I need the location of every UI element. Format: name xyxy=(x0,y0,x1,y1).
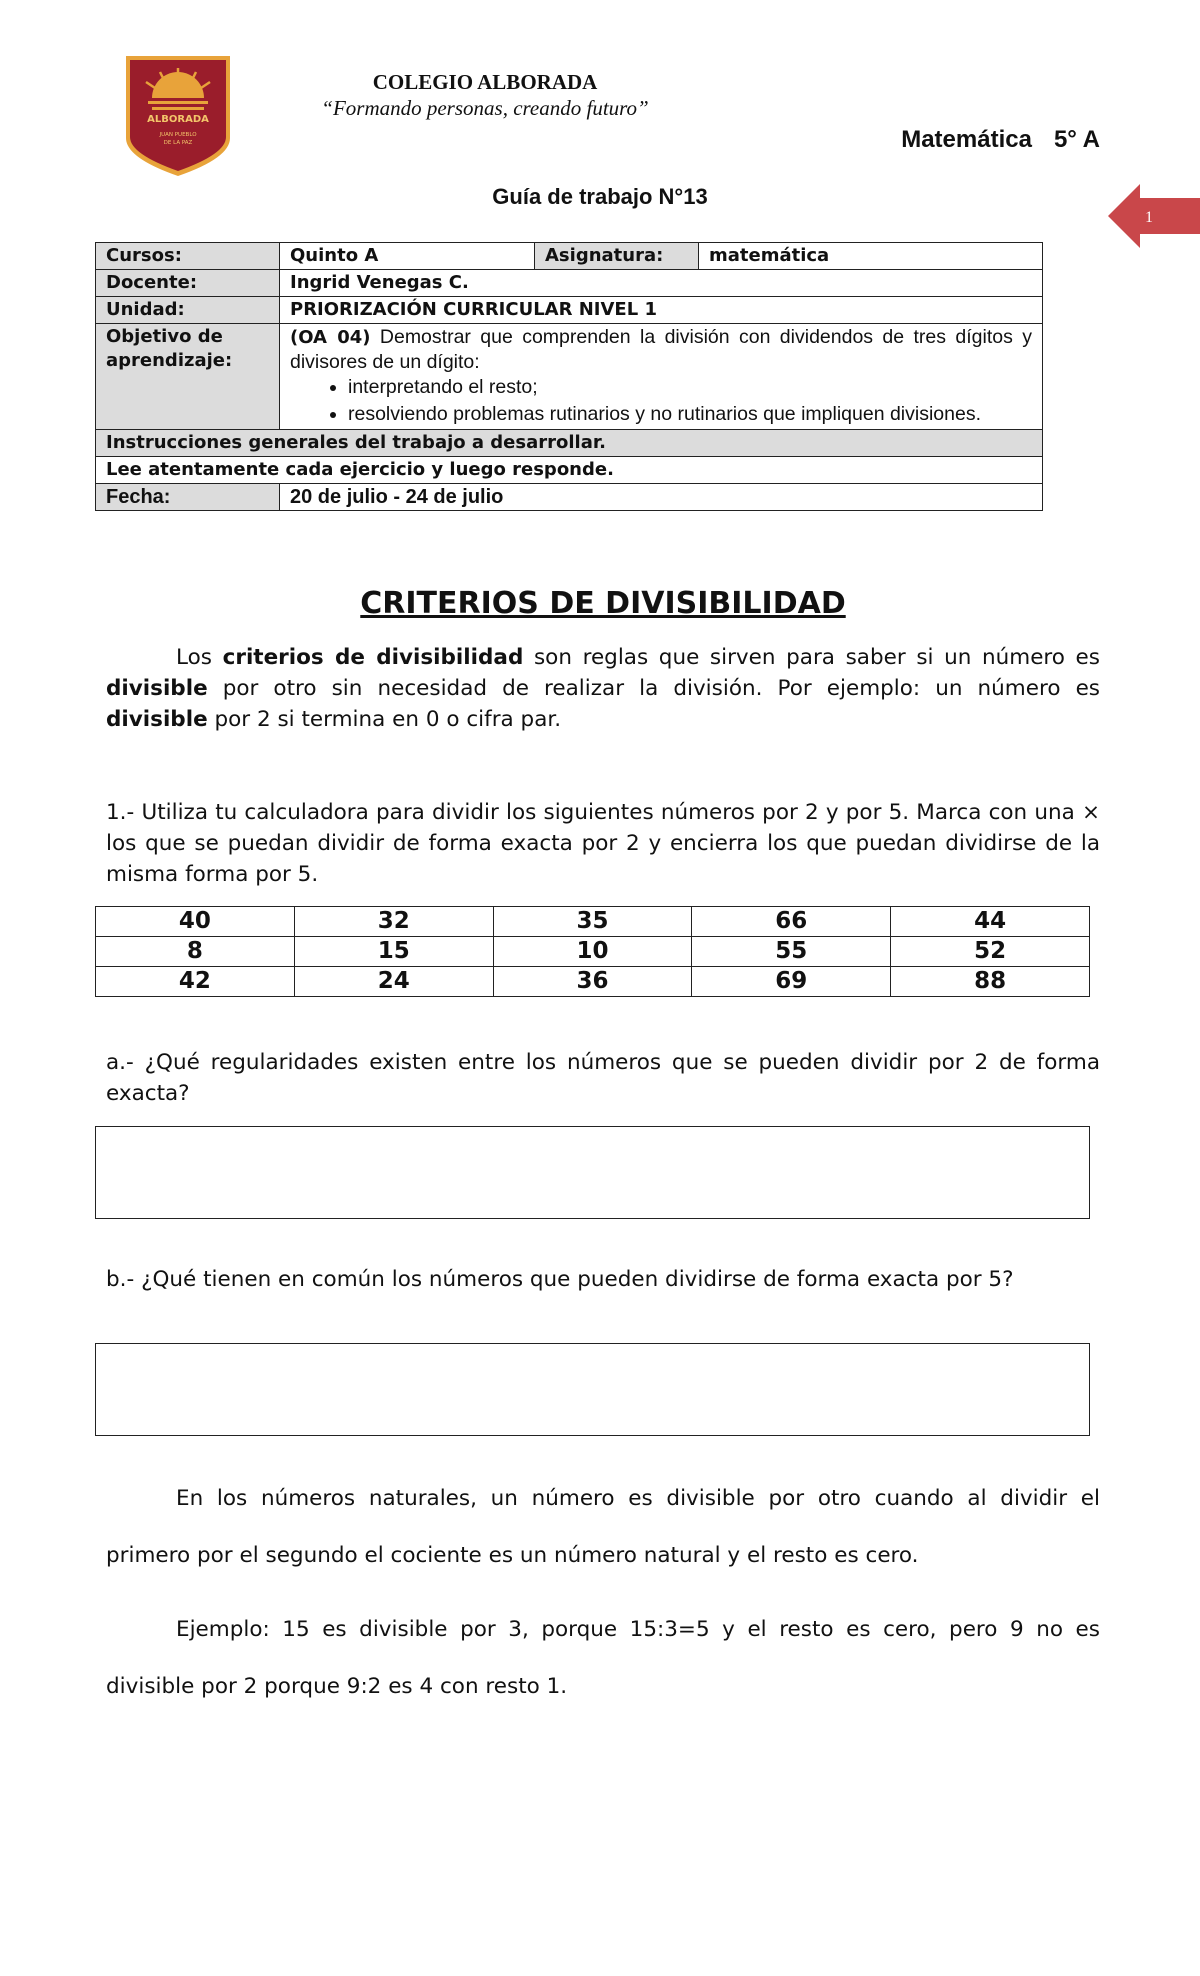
cursos-value: Quinto A xyxy=(280,243,535,270)
intro-bold-1: criterios de divisibilidad xyxy=(222,645,524,670)
objetivo-label: Objetivo de aprendizaje: xyxy=(96,324,280,430)
number-cell[interactable]: 35 xyxy=(493,907,692,937)
number-cell[interactable]: 8 xyxy=(96,937,295,967)
numbers-table xyxy=(95,906,1090,997)
intro-bold-3: divisible xyxy=(106,707,208,732)
number-cell[interactable]: 42 xyxy=(96,967,295,997)
intro-bold-2: divisible xyxy=(106,676,208,701)
number-cell[interactable]: 55 xyxy=(692,937,891,967)
question-a: a.- ¿Qué regularidades existen entre los números que se pueden dividir por 2 de forma exacta? xyxy=(106,1050,1100,1106)
main-title: CRITERIOS DE DIVISIBILIDAD xyxy=(360,586,846,621)
table-row xyxy=(96,967,1090,997)
objetivo-value xyxy=(280,324,1043,430)
fecha-value: 20 de julio - 24 de julio xyxy=(280,484,1043,511)
intro-paragraph: Los criterios de divisibilidad son reglas que sirven para saber si un número es divisible por otro sin necesidad de realizar la división. Por ejemplo: un número es divisible por 2 si termina en 0 o cifra par. xyxy=(106,645,1100,732)
unidad-value: PRIORIZACIÓN CURRICULAR NIVEL 1 xyxy=(280,297,1043,324)
number-cell[interactable]: 44 xyxy=(891,907,1090,937)
objetivo-list xyxy=(290,374,1032,428)
number-cell[interactable]: 69 xyxy=(692,967,891,997)
cursos-label: Cursos: xyxy=(96,243,280,270)
docente-label: Docente: xyxy=(96,270,280,297)
answer-box-a[interactable] xyxy=(95,1126,1090,1219)
number-cell[interactable]: 88 xyxy=(891,967,1090,997)
number-cell[interactable]: 66 xyxy=(692,907,891,937)
table-row xyxy=(96,907,1090,937)
svg-text:DE LA PAZ: DE LA PAZ xyxy=(163,140,193,146)
objetivo-bullet: • interpretando el resto; xyxy=(348,374,1032,401)
lee-row: Lee atentamente cada ejercicio y luego responde. xyxy=(96,457,1043,484)
table-row xyxy=(96,937,1090,967)
subject-label: Matemática xyxy=(901,126,1032,153)
asignatura-value: matemática xyxy=(699,243,1043,270)
answer-box-b[interactable] xyxy=(95,1343,1090,1436)
unidad-label: Unidad: xyxy=(96,297,280,324)
definition-paragraph: En los números naturales, un número es divisible por otro cuando al dividir el primero por el segundo el cociente es un número natural y el resto es cero. xyxy=(106,1486,1100,1568)
question-b: b.- ¿Qué tienen en común los números que pueden dividirse de forma exacta por 5? xyxy=(106,1267,1014,1292)
school-name: COLEGIO ALBORADA xyxy=(372,70,598,94)
docente-value: Ingrid Venegas C. xyxy=(280,270,1043,297)
example-paragraph: Ejemplo: 15 es divisible por 3, porque 15:3=5 y el resto es cero, pero 9 no es divisible por 2 porque 9:2 es 4 con resto 1. xyxy=(106,1617,1100,1699)
svg-text:JUAN PUEBLO: JUAN PUEBLO xyxy=(159,132,197,138)
objetivo-code: (OA 04) xyxy=(290,327,371,348)
number-cell[interactable]: 36 xyxy=(493,967,692,997)
number-cell[interactable]: 52 xyxy=(891,937,1090,967)
number-cell[interactable]: 15 xyxy=(294,937,493,967)
asignatura-label: Asignatura: xyxy=(535,243,699,270)
number-cell[interactable]: 32 xyxy=(294,907,493,937)
exercise-1-instructions: 1.- Utiliza tu calculadora para dividir los siguientes números por 2 y por 5. Marca con una × los que se puedan dividir de forma exacta por 2 y encierra los que puedan dividirse de la misma forma por 5. xyxy=(106,800,1100,887)
number-cell[interactable]: 24 xyxy=(294,967,493,997)
fecha-label: Fecha: xyxy=(96,484,280,511)
objetivo-bullet: • resolviendo problemas rutinarios y no rutinarios que impliquen divisiones. xyxy=(348,401,1032,428)
instrucciones-row: Instrucciones generales del trabajo a desarrollar. xyxy=(96,430,1043,457)
page-number-marker xyxy=(1108,184,1200,248)
grade-label: 5° A xyxy=(1053,126,1100,153)
number-cell[interactable]: 10 xyxy=(493,937,692,967)
school-logo xyxy=(122,54,234,178)
guide-title: Guía de trabajo N°13 xyxy=(492,184,708,209)
info-table xyxy=(95,242,1043,511)
subject-header xyxy=(901,126,1100,154)
page-number: 1 xyxy=(1145,209,1153,226)
school-motto: “Formando personas, creando futuro” xyxy=(321,96,649,120)
number-cell[interactable]: 40 xyxy=(96,907,295,937)
objetivo-text: Demostrar que comprenden la división con dividendos de tres dígitos y divisores de un dígito: xyxy=(290,326,1032,373)
logo-text-main: ALBORADA xyxy=(147,114,209,125)
